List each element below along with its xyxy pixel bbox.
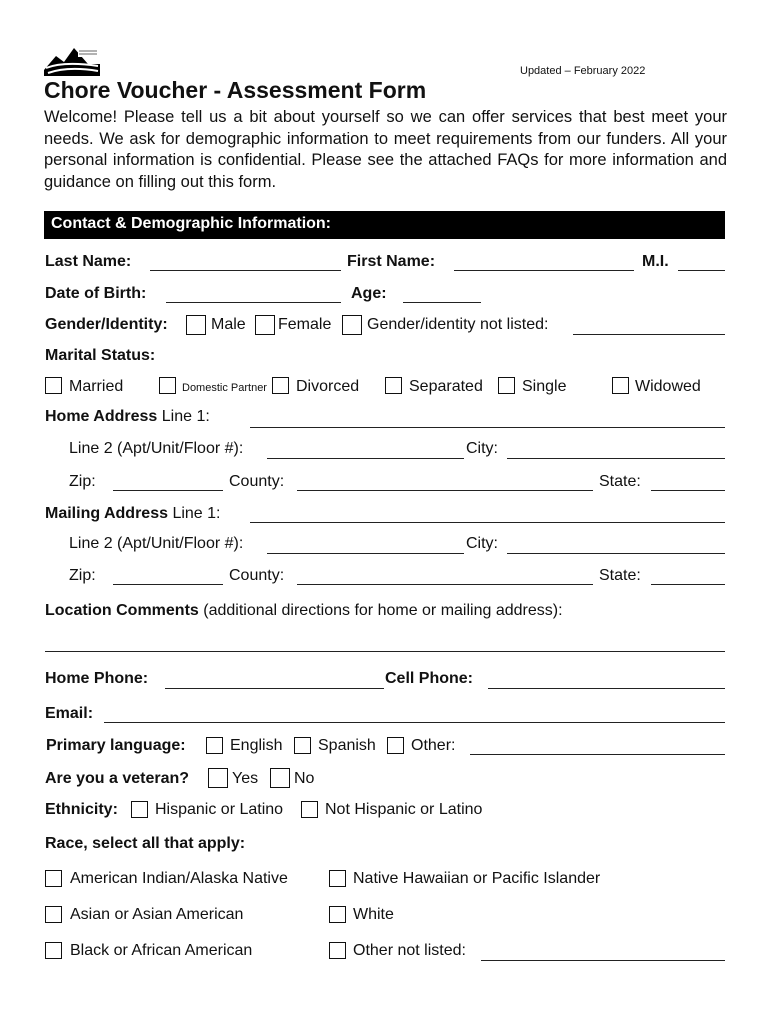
marital-divorced-label: Divorced: [296, 378, 360, 395]
race-asian-checkbox[interactable]: [45, 906, 62, 923]
gender-not-listed-label: Gender/identity not listed:: [367, 316, 549, 333]
home-address-title: Home Address: [45, 408, 158, 425]
race-other-field[interactable]: [481, 960, 725, 961]
race-label: Race, select all that apply:: [45, 835, 246, 852]
first-name-label: First Name:: [347, 253, 436, 270]
home-county-field[interactable]: [297, 490, 593, 491]
race-white-checkbox[interactable]: [329, 906, 346, 923]
age-label: Age:: [351, 285, 387, 302]
mailing-address-line1-label: Line 1:: [172, 505, 221, 522]
email-field[interactable]: [104, 722, 725, 723]
home-city-field[interactable]: [507, 458, 725, 459]
dob-label: Date of Birth:: [45, 285, 147, 302]
updated-date: Updated – February 2022: [520, 65, 646, 77]
mailing-address-label: [45, 505, 220, 523]
language-english-checkbox[interactable]: [206, 737, 223, 754]
veteran-label: Are you a veteran?: [45, 770, 190, 787]
last-name-label: Last Name:: [45, 253, 132, 270]
language-other-label: Other:: [411, 737, 456, 754]
language-english-label: English: [230, 737, 283, 754]
middle-initial-field[interactable]: [678, 270, 725, 271]
ethnicity-not-hispanic-checkbox[interactable]: [301, 801, 318, 818]
home-city-label: City:: [466, 440, 498, 457]
last-name-field[interactable]: [150, 270, 341, 271]
home-phone-field[interactable]: [165, 688, 384, 689]
primary-language-label: Primary language:: [46, 737, 186, 754]
location-comments-title: Location Comments: [45, 602, 199, 619]
ethnicity-hispanic-label: Hispanic or Latino: [155, 801, 284, 818]
home-address-line1-field[interactable]: [250, 427, 725, 428]
mailing-line2-label: Line 2 (Apt/Unit/Floor #):: [69, 535, 244, 552]
home-address-label: [45, 408, 210, 426]
home-zip-label: Zip:: [69, 473, 96, 490]
first-name-field[interactable]: [454, 270, 634, 271]
marital-widowed-checkbox[interactable]: [612, 377, 629, 394]
location-comments-field[interactable]: [45, 651, 725, 652]
mailing-address-title: Mailing Address: [45, 505, 168, 522]
middle-initial-label: M.I.: [642, 253, 669, 270]
home-state-field[interactable]: [651, 490, 725, 491]
marital-widowed-label: Widowed: [635, 378, 701, 395]
gender-not-listed-checkbox[interactable]: [342, 315, 362, 335]
gender-male-checkbox[interactable]: [186, 315, 206, 335]
home-county-label: County:: [229, 473, 285, 490]
marital-married-label: Married: [69, 378, 124, 395]
home-state-label: State:: [599, 473, 641, 490]
gender-female-checkbox[interactable]: [255, 315, 275, 335]
gender-male-label: Male: [211, 316, 246, 333]
language-spanish-checkbox[interactable]: [294, 737, 311, 754]
mailing-city-field[interactable]: [507, 553, 725, 554]
veteran-no-checkbox[interactable]: [270, 768, 290, 788]
race-white-label: White: [353, 906, 394, 923]
ethnicity-not-hispanic-label: Not Hispanic or Latino: [325, 801, 483, 818]
marital-domestic-partner-checkbox[interactable]: [159, 377, 176, 394]
ethnicity-label: Ethnicity:: [45, 801, 118, 818]
race-american-indian-label: American Indian/Alaska Native: [70, 870, 288, 887]
location-comments-label: [45, 602, 563, 620]
intro-paragraph: Welcome! Please tell us a bit about yourself so we can offer services that best meet your needs. We ask for demographic information to meet requirements from our funders. All your personal information is confidential. Please see the attached FAQs for more information and guidance on filling out this form.: [44, 108, 727, 191]
race-other-checkbox[interactable]: [329, 942, 346, 959]
section-title: Contact & Demographic Information:: [51, 215, 332, 232]
cell-phone-field[interactable]: [488, 688, 725, 689]
language-spanish-label: Spanish: [318, 737, 376, 754]
race-native-hawaiian-checkbox[interactable]: [329, 870, 346, 887]
marital-separated-label: Separated: [409, 378, 483, 395]
veteran-yes-label: Yes: [232, 770, 259, 787]
mailing-address-line1-field[interactable]: [250, 522, 725, 523]
page-title: Chore Voucher - Assessment Form: [44, 77, 427, 103]
gender-label: Gender/Identity:: [45, 316, 168, 333]
veteran-yes-checkbox[interactable]: [208, 768, 228, 788]
mailing-county-field[interactable]: [297, 584, 593, 585]
cell-phone-label: Cell Phone:: [385, 670, 474, 687]
home-zip-field[interactable]: [113, 490, 223, 491]
mailing-line2-field[interactable]: [267, 553, 464, 554]
gender-not-listed-field[interactable]: [573, 334, 725, 335]
marital-status-label: Marital Status:: [45, 347, 156, 364]
mailing-zip-label: Zip:: [69, 567, 96, 584]
race-asian-label: Asian or Asian American: [70, 906, 244, 923]
race-other-label: Other not listed:: [353, 942, 466, 959]
home-phone-label: Home Phone:: [45, 670, 149, 687]
age-field[interactable]: [403, 302, 481, 303]
home-line2-label: Line 2 (Apt/Unit/Floor #):: [69, 440, 244, 457]
ethnicity-hispanic-checkbox[interactable]: [131, 801, 148, 818]
language-other-field[interactable]: [470, 754, 725, 755]
mailing-state-label: State:: [599, 567, 641, 584]
race-native-hawaiian-label: Native Hawaiian or Pacific Islander: [353, 870, 601, 887]
mailing-city-label: City:: [466, 535, 498, 552]
language-other-checkbox[interactable]: [387, 737, 404, 754]
marital-separated-checkbox[interactable]: [385, 377, 402, 394]
gender-female-label: Female: [278, 316, 332, 333]
email-label: Email:: [45, 705, 94, 722]
marital-single-label: Single: [522, 378, 567, 395]
location-comments-description: (additional directions for home or mailing address):: [203, 602, 563, 619]
mailing-zip-field[interactable]: [113, 584, 223, 585]
marital-domestic-partner-label: Domestic Partner: [182, 382, 267, 394]
dob-field[interactable]: [166, 302, 341, 303]
mailing-county-label: County:: [229, 567, 285, 584]
home-address-line1-label: Line 1:: [161, 408, 210, 425]
marital-single-checkbox[interactable]: [498, 377, 515, 394]
home-line2-field[interactable]: [267, 458, 464, 459]
mailing-state-field[interactable]: [651, 584, 725, 585]
race-black-label: Black or African American: [70, 942, 253, 959]
race-american-indian-checkbox[interactable]: [45, 870, 62, 887]
race-black-checkbox[interactable]: [45, 942, 62, 959]
marital-divorced-checkbox[interactable]: [272, 377, 289, 394]
organization-logo-icon: [44, 44, 100, 76]
veteran-no-label: No: [294, 770, 315, 787]
marital-married-checkbox[interactable]: [45, 377, 62, 394]
